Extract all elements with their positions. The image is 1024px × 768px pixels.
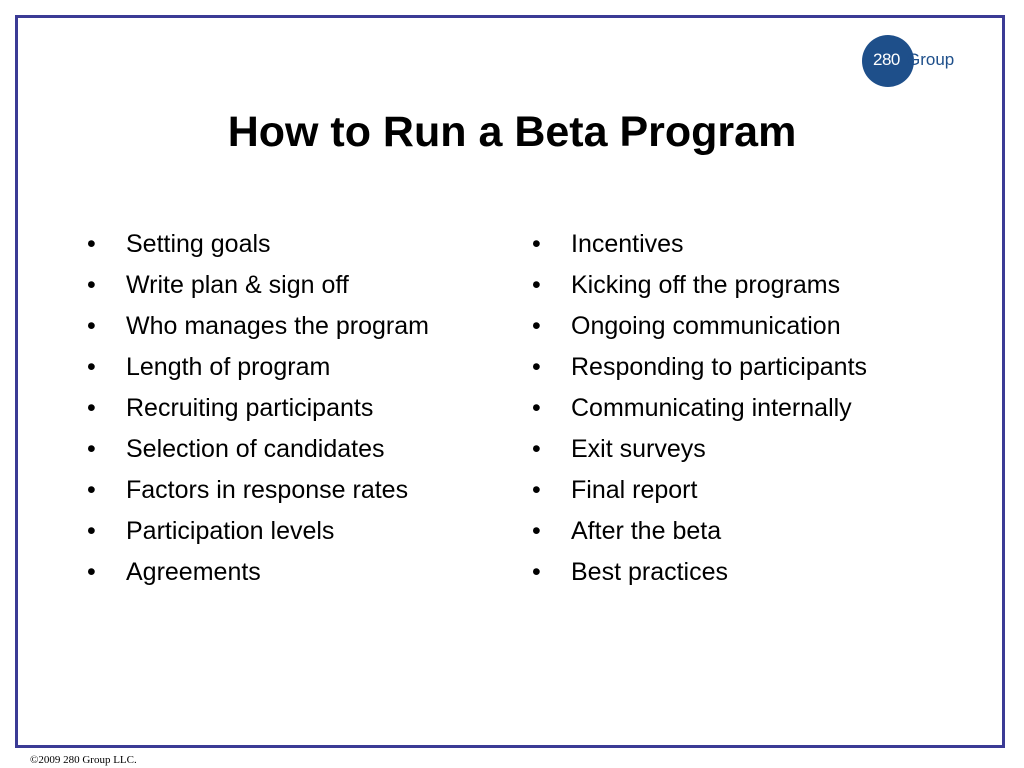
list-item (529, 347, 867, 388)
list-item-text: Final report (571, 476, 698, 504)
list-item (529, 470, 867, 511)
list-item (529, 388, 867, 429)
list-item (84, 347, 429, 388)
list-item-text: Incentives (571, 230, 684, 258)
list-item (84, 552, 429, 593)
list-item (84, 511, 429, 552)
list-item-text: Who manages the program (126, 312, 429, 340)
list-item (529, 224, 867, 265)
bullet-icon: • (532, 517, 541, 545)
list-item-text: Length of program (126, 353, 331, 381)
list-item-text: After the beta (571, 517, 722, 545)
bullet-icon: • (87, 476, 96, 504)
right-bullet-list (529, 224, 867, 593)
list-item-text: Ongoing communication (571, 312, 841, 340)
list-item-text: Factors in response rates (126, 476, 409, 504)
bullet-icon: • (87, 394, 96, 422)
bullet-icon: • (532, 312, 541, 340)
bullet-icon: • (87, 517, 96, 545)
list-item-text: Communicating internally (571, 394, 852, 422)
logo-number: 280 (873, 50, 900, 69)
bullet-icon: • (532, 435, 541, 463)
list-item (529, 429, 867, 470)
list-item (84, 306, 429, 347)
list-item-text: Agreements (126, 558, 261, 586)
list-item (84, 470, 429, 511)
list-item-text: Exit surveys (571, 435, 706, 463)
list-item (529, 511, 867, 552)
bullet-icon: • (87, 353, 96, 381)
bullet-icon: • (532, 271, 541, 299)
logo-word: Group (907, 50, 955, 69)
copyright-footer: ©2009 280 Group LLC. (30, 754, 137, 766)
list-item-text: Responding to participants (571, 353, 868, 381)
company-logo (862, 35, 972, 87)
list-item-text: Kicking off the programs (571, 271, 841, 299)
list-item-text: Write plan & sign off (126, 271, 349, 299)
list-item-text: Selection of candidates (126, 435, 385, 463)
list-item (84, 224, 429, 265)
bullet-icon: • (532, 353, 541, 381)
left-bullet-list (84, 224, 429, 593)
bullet-icon: • (532, 476, 541, 504)
bullet-icon: • (532, 230, 541, 258)
list-item-text: Best practices (571, 558, 729, 586)
bullet-icon: • (87, 312, 96, 340)
list-item (84, 429, 429, 470)
bullet-icon: • (532, 558, 541, 586)
list-item (529, 306, 867, 347)
list-item-text: Participation levels (126, 517, 335, 545)
bullet-icon: • (87, 558, 96, 586)
list-item (84, 388, 429, 429)
list-item-text: Recruiting participants (126, 394, 374, 422)
list-item (529, 265, 867, 306)
bullet-icon: • (87, 435, 96, 463)
list-item (84, 265, 429, 306)
list-item (529, 552, 867, 593)
list-item-text: Setting goals (126, 230, 271, 258)
bullet-icon: • (87, 271, 96, 299)
slide-title: How to Run a Beta Program (227, 108, 797, 156)
bullet-icon: • (532, 394, 541, 422)
bullet-icon: • (87, 230, 96, 258)
